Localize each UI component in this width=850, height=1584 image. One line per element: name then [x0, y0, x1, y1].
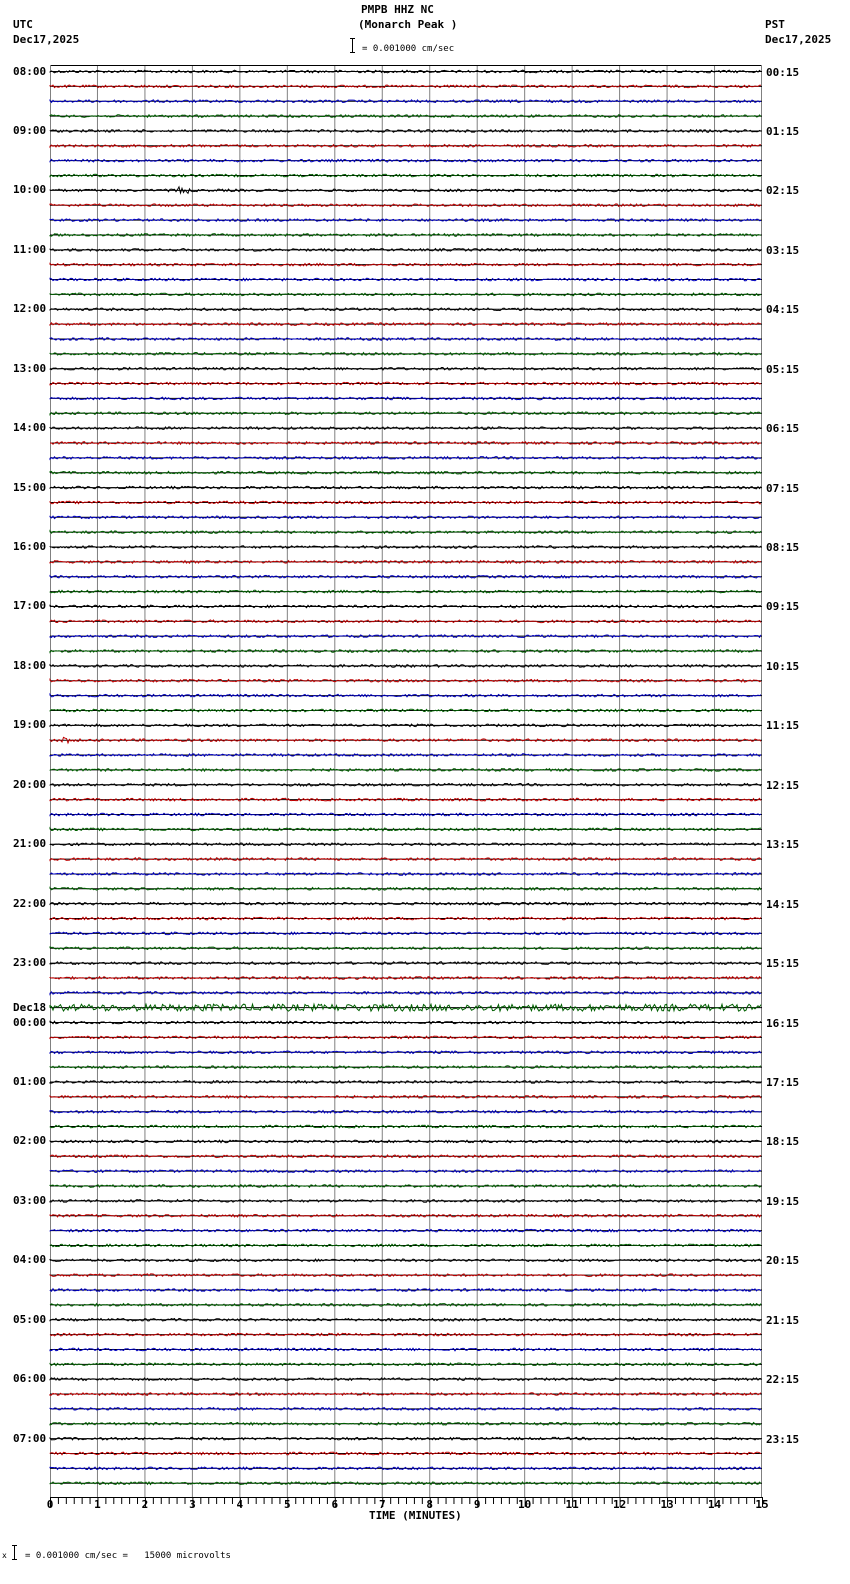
pst-hour-label: 11:15	[766, 719, 800, 733]
pst-hour-label: 05:15	[766, 362, 800, 376]
pst-hour-label: 19:15	[766, 1194, 800, 1208]
date-change-label: Dec18	[13, 1000, 47, 1014]
x-tick-label: 13	[660, 1498, 674, 1511]
utc-hour-label: 19:00	[13, 718, 47, 732]
pst-hour-label: 06:15	[766, 422, 800, 436]
x-tick-label: 4	[236, 1498, 244, 1511]
right-timezone: PST	[765, 18, 785, 31]
x-axis-title: TIME (MINUTES)	[369, 1509, 462, 1522]
x-tick-label: 11	[565, 1498, 579, 1511]
utc-hour-label: 09:00	[13, 123, 47, 137]
utc-hour-label: 23:00	[13, 956, 47, 970]
x-tick-label: 3	[189, 1498, 196, 1511]
pst-hour-label: 04:15	[766, 303, 800, 317]
footer-prefix: x	[2, 1551, 7, 1560]
x-tick-label: 12	[612, 1498, 627, 1511]
pst-hour-label: 20:15	[766, 1254, 800, 1268]
utc-hour-label: 07:00	[13, 1431, 47, 1445]
x-tick-label: 8	[426, 1498, 434, 1511]
x-tick-label: 14	[707, 1498, 722, 1511]
utc-hour-label: 00:00	[13, 1015, 47, 1029]
x-tick-label: 0	[46, 1498, 54, 1511]
pst-hour-label: 07:15	[766, 481, 800, 495]
utc-hour-label: 04:00	[13, 1253, 47, 1267]
x-tick-label: 6	[331, 1498, 339, 1511]
pst-hour-label: 03:15	[766, 243, 800, 257]
pst-hour-label: 21:15	[766, 1313, 800, 1327]
left-timezone: UTC	[13, 18, 33, 31]
pst-hour-label: 08:15	[766, 541, 800, 555]
utc-hour-label: 20:00	[13, 777, 47, 791]
pst-hour-label: 00:15	[766, 65, 800, 79]
pst-hour-label: 22:15	[766, 1373, 800, 1387]
footer-scale-bar-icon	[12, 1545, 17, 1560]
x-tick-label: 1	[94, 1498, 101, 1511]
pst-hour-label: 09:15	[766, 600, 800, 614]
station-location: (Monarch Peak )	[358, 18, 458, 31]
scale-label: = 0.001000 cm/sec	[362, 44, 455, 54]
pst-hour-label: 14:15	[766, 897, 800, 911]
utc-hour-label: 17:00	[13, 599, 47, 613]
x-tick-label: 15	[755, 1498, 769, 1511]
station-title: PMPB HHZ NC	[361, 3, 434, 16]
utc-hour-label: 22:00	[13, 896, 47, 910]
pst-hour-label: 12:15	[766, 778, 800, 792]
pst-hour-label: 13:15	[766, 838, 800, 852]
pst-hour-label: 10:15	[766, 659, 800, 673]
x-tick-label: 9	[473, 1498, 481, 1511]
pst-hour-label: 23:15	[766, 1432, 800, 1446]
x-tick-label: 2	[141, 1498, 149, 1511]
pst-hour-label: 18:15	[766, 1135, 800, 1149]
utc-hour-label: 06:00	[13, 1372, 47, 1386]
utc-hour-label: 03:00	[13, 1193, 47, 1207]
x-tick-label: 5	[284, 1498, 291, 1511]
utc-hour-label: 16:00	[13, 540, 47, 554]
utc-hour-label: 15:00	[13, 480, 47, 494]
footer-scale-text: = 0.001000 cm/sec = 15000 microvolts	[25, 1551, 231, 1561]
utc-hour-label: 13:00	[13, 361, 47, 375]
utc-hour-label: 01:00	[13, 1074, 47, 1088]
left-date: Dec17,2025	[13, 33, 80, 46]
right-date: Dec17,2025	[765, 33, 832, 46]
utc-hour-label: 02:00	[13, 1134, 47, 1148]
utc-hour-label: 08:00	[13, 64, 47, 78]
pst-hour-label: 02:15	[766, 184, 800, 198]
utc-hour-label: 21:00	[13, 837, 47, 851]
x-tick-label: 10	[518, 1498, 532, 1511]
pst-hour-label: 16:15	[766, 1016, 800, 1030]
utc-hour-label: 18:00	[13, 658, 47, 672]
utc-hour-label: 10:00	[13, 183, 47, 197]
x-tick-label: 7	[378, 1498, 386, 1511]
utc-hour-label: 14:00	[13, 421, 47, 435]
utc-hour-label: 11:00	[13, 242, 47, 256]
pst-hour-label: 01:15	[766, 124, 800, 138]
utc-hour-label: 12:00	[13, 302, 47, 316]
utc-hour-label: 05:00	[13, 1312, 47, 1326]
pst-hour-label: 15:15	[766, 957, 800, 971]
pst-hour-label: 17:15	[766, 1075, 800, 1089]
